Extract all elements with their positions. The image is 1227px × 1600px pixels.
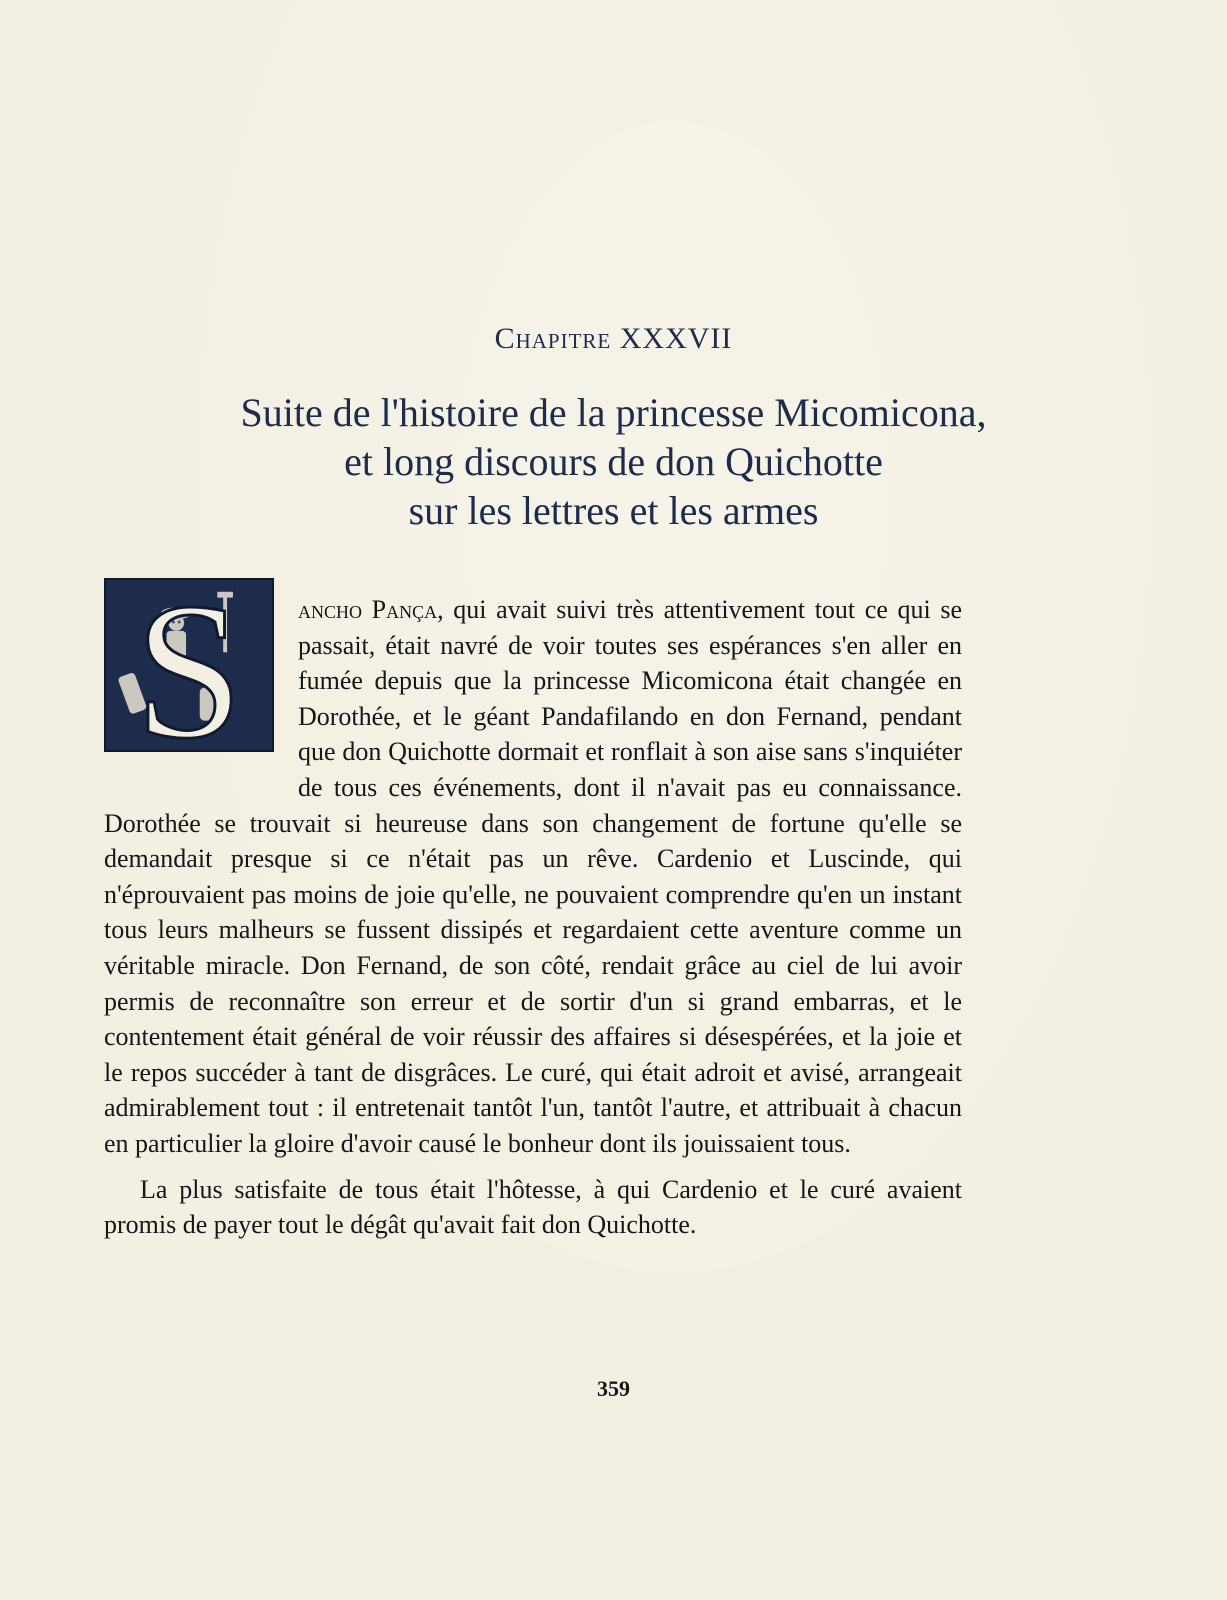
lead-words: ancho Pança, (298, 595, 444, 624)
chapter-title-line: sur les lettres et les armes (408, 488, 819, 533)
paragraph (104, 592, 962, 1162)
chapter-title (100, 388, 1127, 535)
initial-letter: S (134, 580, 244, 750)
page-number: 359 (597, 1376, 630, 1401)
chapter-title-line: et long discours de don Quichotte (344, 439, 883, 484)
chapter-number: Chapitre XXXVII (494, 322, 733, 355)
body-text (104, 592, 962, 1243)
paragraph-text: qui avait suivi très attentivement tout ce qui se passait, était navré de voir toutes ses espérances s'en aller en fumée depuis que la princesse Micomicona était changée en Dorothée, et le géant Pandafilando en don Fernand, pendant que don Quichotte dormait et ronflait à son aise sans s'inquiéter de tous ces événements, dont il n'avait pas eu connaissance. Dorothée se trouvait si heureuse dans son changement de fortune qu'elle se demandait presque si ce n'était pas un rêve. Cardenio et Luscinde, qui n'éprouvaient pas moins de joie qu'elle, ne pouvaient comprendre qu'en un instant tous leurs malheurs se fussent dissipés et regardaient cette aventure comme un véritable miracle. Don Fernand, de son côté, rendait grâce au ciel de lui avoir permis de reconnaître son erreur et de sortir d'un si grand embarras, et le contentement était général de voir réussir des affaires si désespérées, et la joie et le repos succéder à tant de disgrâces. Le curé, qui était adroit et avisé, arrangeait admirablement tout : il entretenait tantôt l'un, tantôt l'autre, et attribuait à chacun en particulier la gloire d'avoir causé le bonheur dont ils jouissaient tous. (104, 595, 962, 1158)
chapter-title-line: Suite de l'histoire de la princesse Micomicona, (240, 390, 987, 435)
paragraph: La plus satisfaite de tous était l'hôtesse, à qui Cardenio et le curé avaient promis de payer tout le dégât qu'avait fait don Quichotte. (104, 1174, 962, 1240)
